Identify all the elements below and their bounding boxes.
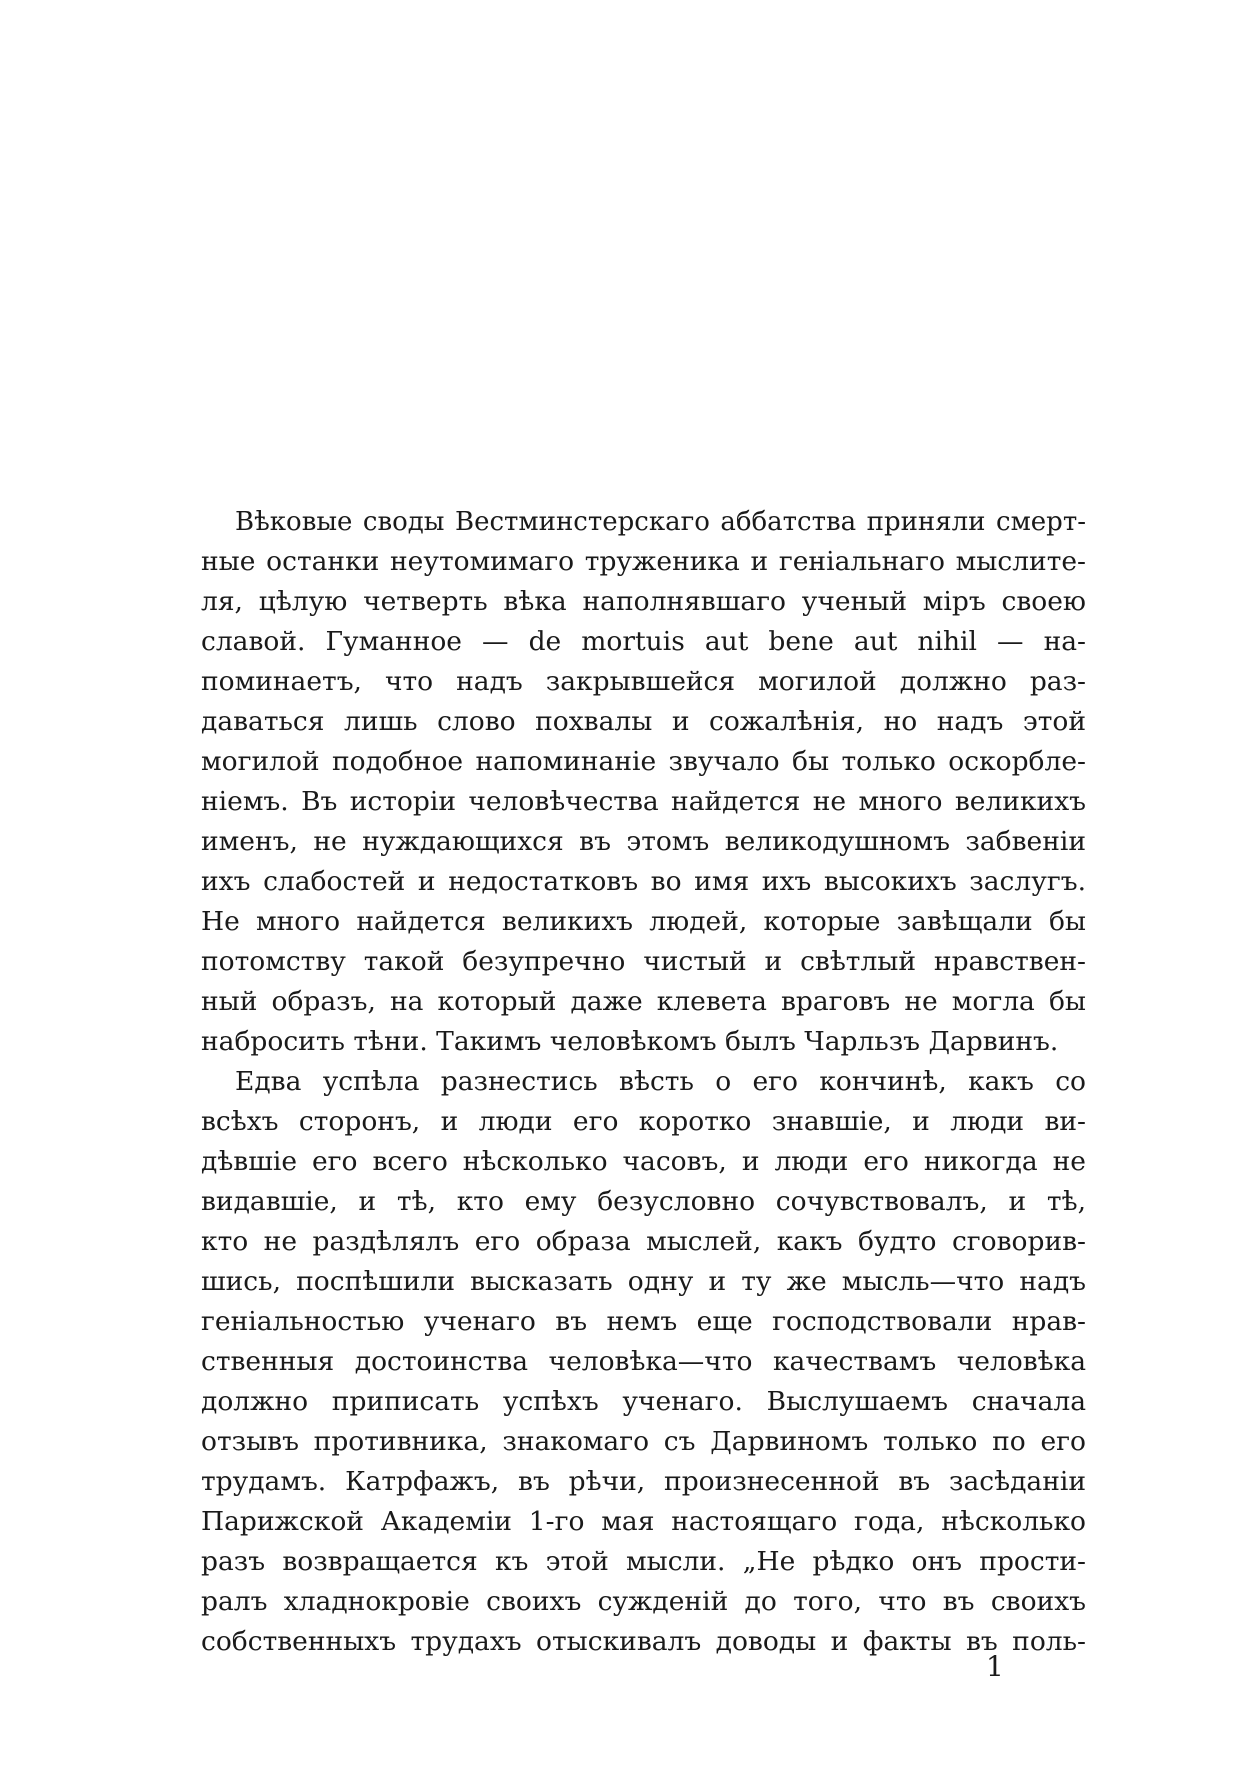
text-line-24: отзывъ противника, знакомаго съ Дарвиномъ только по его xyxy=(201,1426,1086,1457)
body-text xyxy=(201,502,1086,1662)
text-line-29: собственныхъ трудахъ отыскивалъ доводы и факты въ поль- xyxy=(201,1626,1086,1657)
text-line-13: ный образъ, на который даже клевета враговъ не могла бы xyxy=(201,986,1086,1017)
text-line-1: Вѣковые своды Вестминстерскаго аббатства приняли смерт- xyxy=(235,507,1086,537)
text-line-5: поминаетъ, что надъ закрывшейся могилой должно раз- xyxy=(201,666,1086,697)
text-line-2: ные останки неутомимаго труженика и геніальнаго мыслите- xyxy=(201,546,1086,577)
text-line-16: всѣхъ сторонъ, и люди его коротко знавшіе, и люди ви- xyxy=(201,1106,1086,1137)
text-line-28: ралъ хладнокровіе своихъ сужденій до того, что въ своихъ xyxy=(201,1586,1086,1617)
text-line-12: потомству такой безупречно чистый и свѣтлый нравствен- xyxy=(201,946,1086,977)
text-line-18: видавшіе, и тѣ, кто ему безусловно сочувствовалъ, и тѣ, xyxy=(201,1186,1086,1217)
text-line-27: разъ возвращается къ этой мысли. „Не рѣдко онъ прости- xyxy=(201,1546,1086,1577)
text-line-14: набросить тѣни. Такимъ человѣкомъ былъ Чарльзъ Дарвинъ. xyxy=(201,1026,1059,1057)
text-line-11: Не много найдется великихъ людей, которые завѣщали бы xyxy=(201,906,1086,937)
text-line-9: именъ, не нуждающихся въ этомъ великодушномъ забвеніи xyxy=(201,826,1086,857)
text-line-10: ихъ слабостей и недостатковъ во имя ихъ высокихъ заслугъ. xyxy=(201,866,1086,897)
text-line-8: ніемъ. Въ исторіи человѣчества найдется не много великихъ xyxy=(201,786,1086,817)
page-number: 1 xyxy=(986,1650,1004,1683)
text-line-6: даваться лишь слово похвалы и сожалѣнія, но надъ этой xyxy=(201,706,1086,737)
text-line-7: могилой подобное напоминаніе звучало бы только оскорбле- xyxy=(201,746,1086,777)
text-line-26: Парижской Академіи 1-го мая настоящаго года, нѣсколько xyxy=(201,1506,1086,1537)
text-line-15: Едва успѣла разнестись вѣсть о его кончинѣ, какъ со xyxy=(235,1066,1086,1097)
text-line-23: должно приписать успѣхъ ученаго. Выслушаемъ сначала xyxy=(201,1386,1086,1417)
text-line-17: дѣвшіе его всего нѣсколько часовъ, и люди его никогда не xyxy=(201,1146,1086,1177)
text-line-4: славой. Гуманное — de mortuis aut bene aut nihil — на- xyxy=(201,626,1086,657)
text-line-21: геніальностью ученаго въ немъ еще господствовали нрав- xyxy=(201,1306,1086,1337)
text-line-20: шись, поспѣшили высказать одну и ту же мысль—что надъ xyxy=(201,1266,1086,1297)
text-line-19: кто не раздѣлялъ его образа мыслей, какъ будто сговорив- xyxy=(201,1226,1086,1257)
text-line-22: ственныя достоинства человѣка—что качествамъ человѣка xyxy=(201,1346,1086,1377)
text-line-25: трудамъ. Катрфажъ, въ рѣчи, произнесенной въ засѣданіи xyxy=(201,1466,1086,1497)
text-line-3: ля, цѣлую четверть вѣка наполнявшаго ученый міръ своею xyxy=(201,586,1086,617)
